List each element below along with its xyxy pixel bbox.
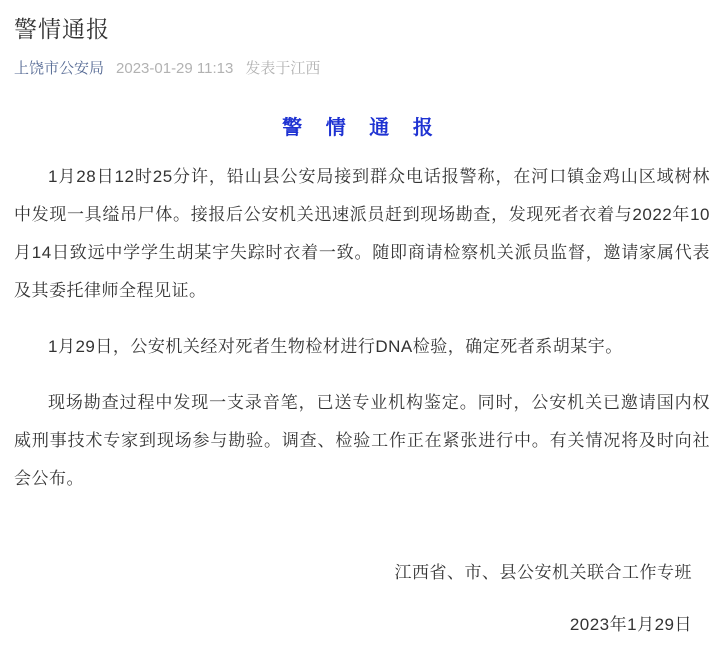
publish-timestamp: 2023-01-29 11:13 (116, 60, 234, 77)
account-name-link[interactable]: 上饶市公安局 (14, 60, 105, 77)
page-title: 警情通报 (14, 16, 110, 42)
article-paragraph-3: 现场勘查过程中发现一支录音笔，已送专业机构鉴定。同时，公安机关已邀请国内权威刑事技术专家到现场参与勘验。调查、检验工作正在紧张进行中。有关情况将及时向社会公布。 (14, 393, 710, 488)
signature-date: 2023年1月29日 (569, 615, 692, 634)
signature-block (14, 554, 710, 644)
document-heading: 警 情 通 报 (282, 117, 442, 139)
byline (14, 58, 710, 79)
article-paragraph-2: 1月29日，公安机关经对死者生物检材进行DNA检验，确定死者系胡某宇。 (48, 337, 623, 356)
signature-org: 江西省、市、县公安机关联合工作专班 (394, 563, 692, 582)
article-paragraph-1: 1月28日12时25分许，铅山县公安局接到群众电话报警称，在河口镇金鸡山区域树林中发现一具缢吊尸体。接报后公安机关迅速派员赶到现场勘查，发现死者衣着与2022年10月14日致远中学学生胡某宇失踪时衣着一致。随即商请检察机关派员监督，邀请家属代表及其委托律师全程见证。 (14, 167, 710, 300)
publish-location: 发表于江西 (245, 60, 321, 77)
